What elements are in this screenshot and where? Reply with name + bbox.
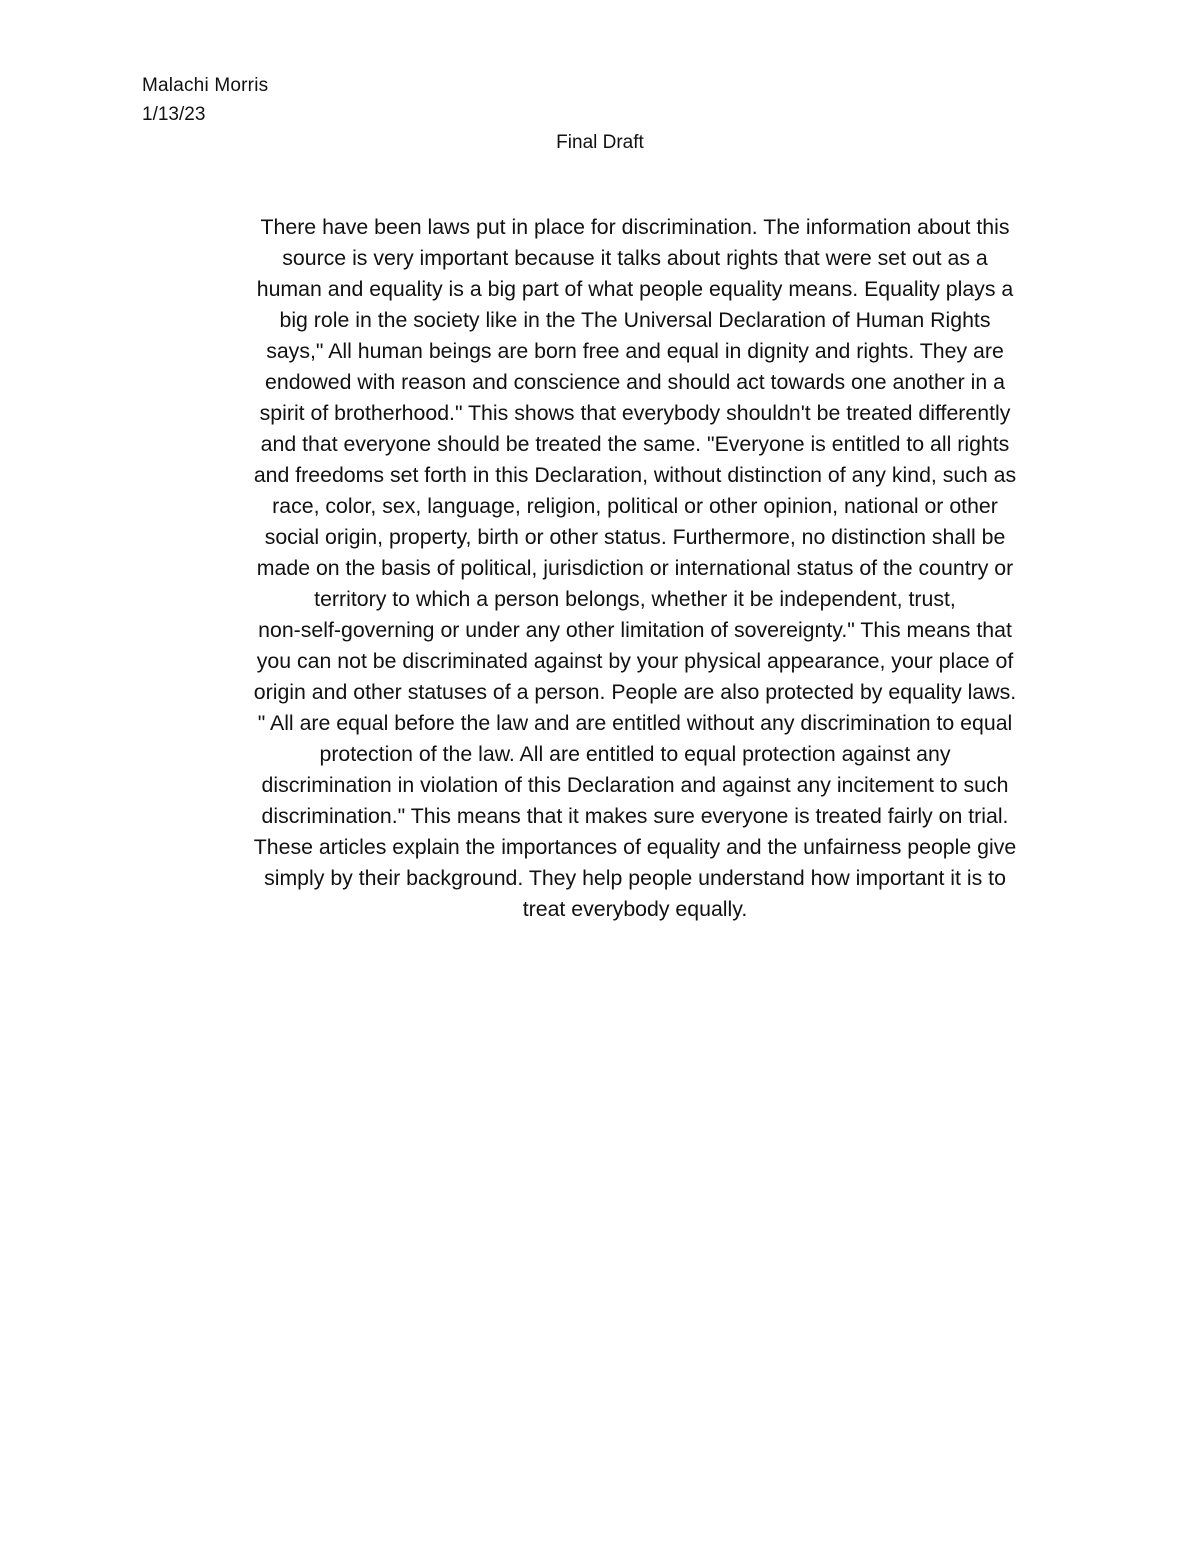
- document-title: Final Draft: [556, 132, 644, 153]
- body-line: race, color, sex, language, religion, political or other opinion, national or other: [272, 494, 998, 518]
- body-line: There have been laws put in place for discrimination. The information about this: [260, 215, 1010, 239]
- body-line: discrimination in violation of this Declaration and against any incitement to such: [261, 773, 1009, 797]
- body-line: source is very important because it talks about rights that were set out as a: [282, 246, 988, 270]
- body-line: protection of the law. All are entitled to equal protection against any: [319, 742, 951, 766]
- body-line: treat everybody equally.: [522, 897, 748, 921]
- body-line: discrimination." This means that it makes sure everyone is treated fairly on trial.: [261, 804, 1009, 828]
- body-line: endowed with reason and conscience and should act towards one another in a: [265, 370, 1005, 394]
- body-line: and that everyone should be treated the same. "Everyone is entitled to all rights: [260, 432, 1010, 456]
- body-line: non-self-governing or under any other limitation of sovereignty." This means that: [258, 618, 1012, 642]
- body-line: simply by their background. They help people understand how important it is to: [264, 866, 1006, 890]
- document-date: 1/13/23: [142, 104, 206, 125]
- body-line: says," All human beings are born free and equal in dignity and rights. They are: [266, 339, 1004, 363]
- body-line: social origin, property, birth or other status. Furthermore, no distinction shall be: [264, 525, 1006, 549]
- body-line: big role in the society like in the The Universal Declaration of Human Rights: [279, 308, 991, 332]
- body-line: human and equality is a big part of what people equality means. Equality plays a: [256, 277, 1014, 301]
- body-line: territory to which a person belongs, whether it be independent, trust,: [314, 587, 956, 611]
- body-line: and freedoms set forth in this Declaration, without distinction of any kind, such as: [253, 463, 1017, 487]
- body-line: These articles explain the importances of equality and the unfairness people give: [253, 835, 1017, 859]
- body-line: you can not be discriminated against by your physical appearance, your place of: [256, 649, 1014, 673]
- body-line: made on the basis of political, jurisdiction or international status of the country or: [256, 556, 1014, 580]
- body-line: spirit of brotherhood." This shows that everybody shouldn't be treated differently: [259, 401, 1011, 425]
- author-name: Malachi Morris: [142, 75, 269, 96]
- body-line: " All are equal before the law and are entitled without any discrimination to equal: [257, 711, 1013, 735]
- body-line: origin and other statuses of a person. People are also protected by equality laws.: [253, 680, 1017, 704]
- essay-body: [200, 212, 1070, 925]
